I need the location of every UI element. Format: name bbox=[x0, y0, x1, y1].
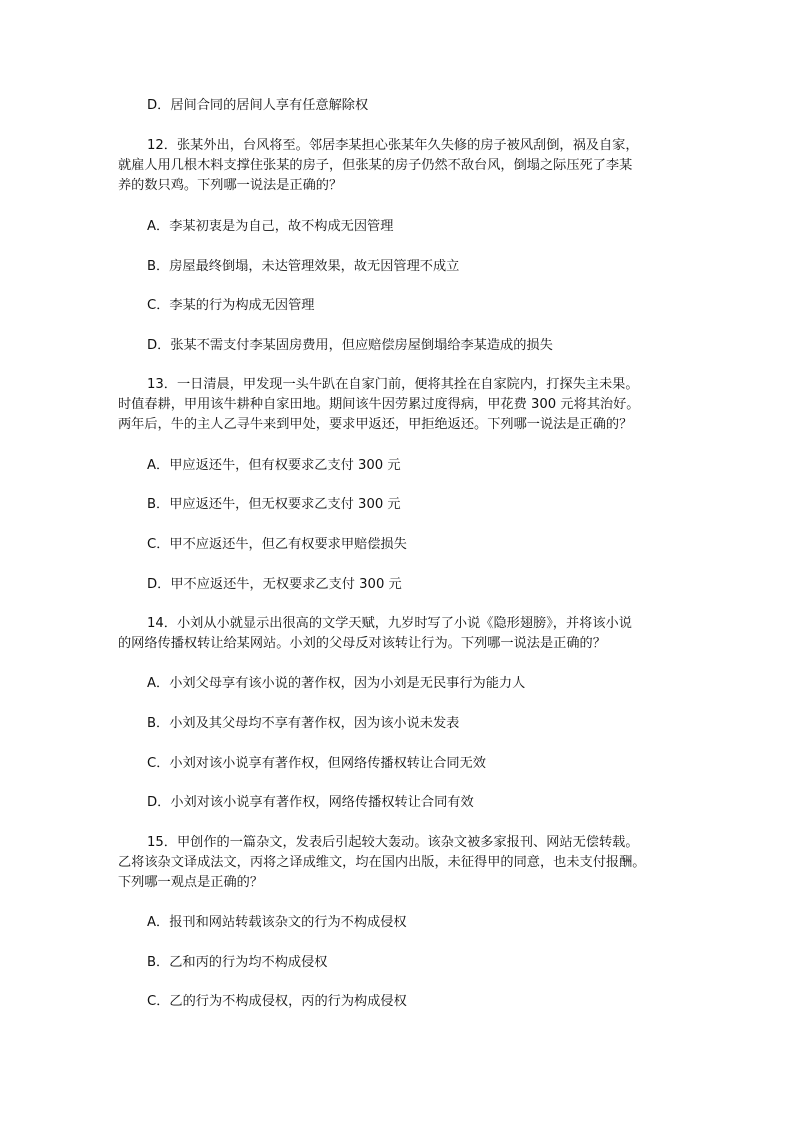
q12-stem-line-3: 养的数只鸡。下列哪一说法是正确的？ bbox=[118, 178, 343, 193]
q15-stem-line-1: 15．甲创作的一篇杂文，发表后引起较大轰动。该杂文被多家报刊、网站无偿转载。 bbox=[147, 835, 639, 850]
q12-stem-line-1: 12．张某外出，台风将至。邻居李某担心张某年久失修的房子被风刮倒，祸及自家， bbox=[147, 138, 639, 153]
q13-option-a: A．甲应返还牛，但有权要求乙支付 300 元 bbox=[147, 458, 401, 473]
q13-option-b: B．甲应返还牛，但无权要求乙支付 300 元 bbox=[147, 497, 401, 512]
q12-option-d: D．张某不需支付李某固房费用，但应赔偿房屋倒塌给李某造成的损失 bbox=[147, 338, 553, 353]
q13-stem-line-2: 时值春耕，甲用该牛耕种自家田地。期间该牛因劳累过度得病，甲花费 300 元将其治好。 bbox=[118, 397, 640, 412]
q14-option-a: A．小刘父母享有该小说的著作权，因为小刘是无民事行为能力人 bbox=[147, 676, 526, 691]
q14-option-c: C．小刘对该小说享有著作权，但网络传播权转让合同无效 bbox=[147, 756, 486, 771]
q14-stem-line-1: 14．小刘从小就显示出很高的文学天赋，九岁时写了小说《隐形翅膀》，并将该小说 bbox=[147, 616, 632, 631]
q12-option-a: A．李某初衷是为自己，故不构成无因管理 bbox=[147, 219, 394, 234]
q15-stem-line-3: 下列哪一观点是正确的？ bbox=[118, 875, 264, 890]
q14-stem-line-2: 的网络传播权转让给某网站。小刘的父母反对该转让行为。下列哪一说法是正确的？ bbox=[118, 636, 606, 651]
q13-option-d: D．甲不应返还牛，无权要求乙支付 300 元 bbox=[147, 577, 402, 592]
q15-option-c: C．乙的行为不构成侵权，丙的行为构成侵权 bbox=[147, 994, 407, 1009]
q11-option-d: D．居间合同的居间人享有任意解除权 bbox=[147, 98, 369, 113]
q14-option-d: D．小刘对该小说享有著作权，网络传播权转让合同有效 bbox=[147, 795, 474, 810]
q13-stem-line-3: 两年后，牛的主人乙寻牛来到甲处，要求甲返还，甲拒绝返还。下列哪一说法是正确的？ bbox=[118, 417, 633, 432]
q13-option-c: C．甲不应返还牛，但乙有权要求甲赔偿损失 bbox=[147, 537, 407, 552]
q12-option-b: B．房屋最终倒塌，未达管理效果，故无因管理不成立 bbox=[147, 259, 460, 274]
q13-stem-line-1: 13．一日清晨，甲发现一头牛趴在自家门前，便将其拴在自家院内，打探失主未果。 bbox=[147, 377, 639, 392]
q12-stem-line-2: 就雇人用几根木料支撑住张某的房子，但张某的房子仍然不敌台风，倒塌之际压死了李某 bbox=[118, 158, 633, 173]
q12-option-c: C．李某的行为构成无因管理 bbox=[147, 298, 315, 313]
q15-stem-line-2: 乙将该杂文译成法文，丙将之译成维文，均在国内出版，未征得甲的同意，也未支付报酬。 bbox=[118, 855, 646, 870]
q15-option-a: A．报刊和网站转载该杂文的行为不构成侵权 bbox=[147, 915, 407, 930]
q14-option-b: B．小刘及其父母均不享有著作权，因为该小说未发表 bbox=[147, 716, 460, 731]
q15-option-b: B．乙和丙的行为均不构成侵权 bbox=[147, 955, 328, 970]
